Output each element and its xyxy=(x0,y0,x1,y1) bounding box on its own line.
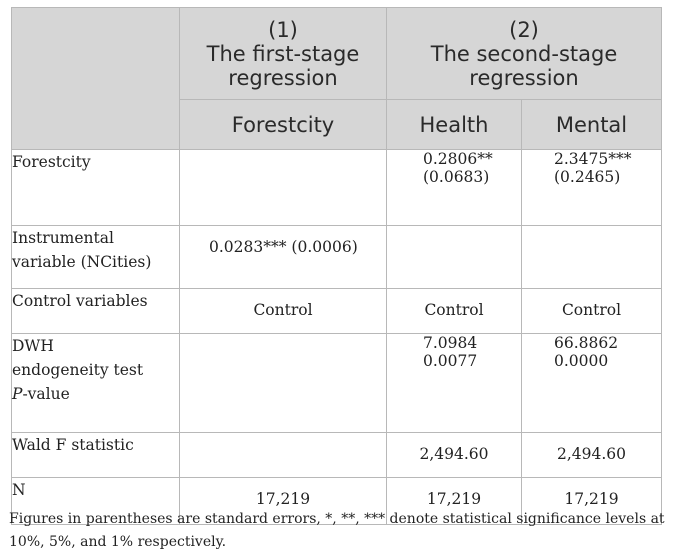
header-col2 xyxy=(387,8,662,100)
cell-first-stage xyxy=(180,334,387,433)
cell-health xyxy=(387,226,522,289)
row-label: Control variables xyxy=(12,289,180,334)
table-footnote: Figures in parentheses are standard errors, *, **, *** denote statistical significance levels at 10%, 5%, and 1% respectively. xyxy=(9,511,665,550)
cell-pvalue: 0.0000 xyxy=(554,352,609,370)
row-label: Forestcity xyxy=(12,150,180,226)
header-corner-cell xyxy=(12,8,180,150)
row-label: Wald F statistic xyxy=(12,433,180,478)
table-row xyxy=(12,334,662,433)
header-col2-title: The second-stage regression xyxy=(430,41,618,90)
cell-health: 2,494.60 xyxy=(387,433,522,478)
cell-first-stage xyxy=(180,150,387,226)
cell-first-stage xyxy=(180,433,387,478)
row-label: N xyxy=(12,478,180,525)
table-row xyxy=(12,226,662,289)
row-label-line: endogeneity test xyxy=(12,361,144,379)
row-label-line: DWH xyxy=(12,337,54,355)
header-row-top xyxy=(12,8,662,100)
row-label-line xyxy=(12,385,70,403)
row-label xyxy=(12,226,180,289)
cell-first-stage: Control xyxy=(180,289,387,334)
cell-stat: 66.8862 xyxy=(554,334,619,352)
p-rest: -value xyxy=(22,385,70,403)
table-row xyxy=(12,289,662,334)
cell-health: 17,219 xyxy=(387,478,522,525)
header-col1-number: (1) xyxy=(268,17,298,42)
cell-coef: 2.3475*** xyxy=(554,150,632,168)
row-label-line: Instrumental xyxy=(12,229,114,247)
cell-mental: Control xyxy=(522,289,662,334)
cell-health: Control xyxy=(387,289,522,334)
p-italic: P xyxy=(12,385,23,403)
cell-mental: 2,494.60 xyxy=(522,433,662,478)
table-row xyxy=(12,433,662,478)
header-col1-title: The first-stage regression xyxy=(206,41,360,90)
cell-mental xyxy=(522,226,662,289)
row-label-line: variable (NCities) xyxy=(12,253,152,271)
cell-pvalue: 0.0077 xyxy=(423,352,478,370)
header-col1 xyxy=(180,8,387,100)
cell-first-stage: 17,219 xyxy=(180,478,387,525)
header-sub-mental: Mental xyxy=(522,100,662,150)
cell-mental xyxy=(522,150,662,226)
cell-health xyxy=(387,150,522,226)
cell-first-stage: 0.0283*** (0.0006) xyxy=(180,226,387,289)
table-row xyxy=(12,150,662,226)
header-sub-forestcity: Forestcity xyxy=(180,100,387,150)
header-sub-health: Health xyxy=(387,100,522,150)
cell-coef: 0.2806** xyxy=(423,150,493,168)
cell-stat: 7.0984 xyxy=(423,334,478,352)
cell-mental: 17,219 xyxy=(522,478,662,525)
cell-mental xyxy=(522,334,662,433)
cell-se: (0.2465) xyxy=(554,168,621,186)
cell-se: (0.0683) xyxy=(423,168,490,186)
row-label xyxy=(12,334,180,433)
cell-health xyxy=(387,334,522,433)
header-col2-number: (2) xyxy=(509,17,539,42)
regression-results-table xyxy=(11,7,662,525)
